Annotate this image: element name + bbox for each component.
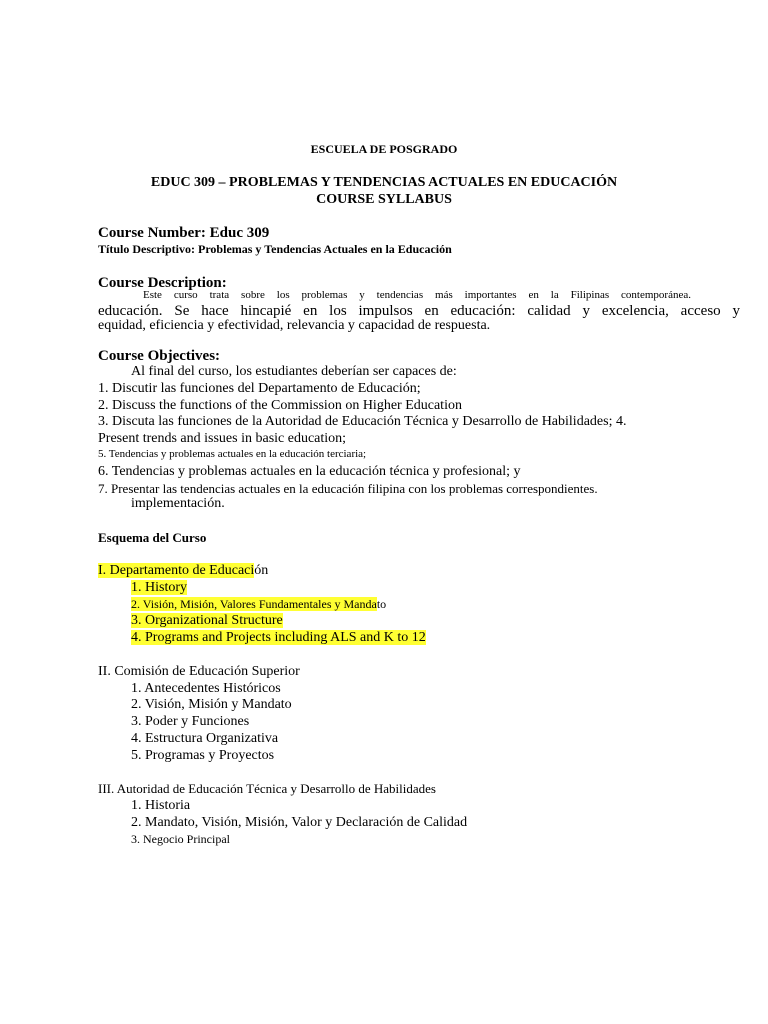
highlighted-text: 2. Visión, Misión, Valores Fundamentales y Manda: [131, 597, 377, 611]
objective-item: Present trends and issues in basic education;: [98, 431, 347, 446]
school-name: ESCUELA DE POSGRADO: [310, 142, 458, 156]
outline-item: 3. Negocio Principal: [131, 832, 230, 846]
outline-item: 1. Historia: [131, 798, 191, 813]
descriptive-title: Título Descriptivo: Problemas y Tendencias Actuales en la Educación: [98, 242, 452, 256]
objective-item: implementación.: [131, 496, 225, 511]
description-line: equidad, eficiencia y efectividad, relevancia y capacidad de respuesta.: [98, 318, 491, 333]
course-title: EDUC 309 – PROBLEMAS Y TENDENCIAS ACTUALES EN EDUCACIÓN: [150, 175, 618, 190]
course-number: Course Number: Educ 309: [98, 225, 270, 241]
description-line: Este curso trata sobre los problemas y tendencias más importantes en la Filipinas contemporánea.: [143, 289, 691, 301]
objectives-heading: Course Objectives:: [98, 348, 221, 364]
outline-item: [131, 631, 426, 645]
outline-item: [131, 581, 187, 595]
highlighted-text: 4. Programs and Projects including ALS and K to 12: [131, 630, 426, 645]
description-line: educación. Se hace hincapié en los impulsos en educación: calidad y excelencia, acceso y: [98, 303, 740, 319]
outline-item: 4. Estructura Organizativa: [131, 731, 279, 746]
objective-item: 1. Discutir las funciones del Departamento de Educación;: [98, 381, 421, 396]
outline-item: 5. Programas y Proyectos: [131, 748, 275, 763]
outline-item: [131, 598, 386, 610]
objective-item: 5. Tendencias y problemas actuales en la educación terciaria;: [98, 448, 367, 460]
outline-item: [131, 614, 283, 628]
section-title-tail: ón: [254, 563, 269, 578]
highlighted-text: I. Departamento de Educaci: [98, 563, 255, 578]
syllabus-title: COURSE SYLLABUS: [316, 192, 452, 207]
objective-item: 2. Discuss the functions of the Commission on Higher Education: [98, 398, 462, 413]
description-heading: Course Description:: [98, 275, 227, 291]
outline-item-tail: to: [376, 597, 387, 611]
objective-item: 7. Presentar las tendencias actuales en la educación filipina con los problemas correspondientes.: [98, 481, 598, 496]
objectives-intro: Al final del curso, los estudiantes deberían ser capaces de:: [131, 364, 457, 379]
highlighted-text: 1. History: [131, 580, 187, 595]
outline-item: 1. Antecedentes Históricos: [131, 681, 281, 696]
objective-item: 6. Tendencias y problemas actuales en la educación técnica y profesional; y: [98, 464, 521, 479]
section-title-ched: II. Comisión de Educación Superior: [98, 664, 300, 679]
outline-heading: Esquema del Curso: [98, 530, 207, 545]
outline-item: 2. Visión, Misión y Mandato: [131, 697, 292, 712]
highlighted-text: 3. Organizational Structure: [131, 613, 283, 628]
section-title-deped: [98, 564, 268, 578]
outline-item: 3. Poder y Funciones: [131, 714, 250, 729]
outline-item: 2. Mandato, Visión, Misión, Valor y Declaración de Calidad: [131, 815, 468, 830]
section-title-tesda: III. Autoridad de Educación Técnica y Desarrollo de Habilidades: [98, 781, 436, 796]
objective-item: 3. Discuta las funciones de la Autoridad de Educación Técnica y Desarrollo de Habilidades; 4.: [98, 414, 627, 429]
